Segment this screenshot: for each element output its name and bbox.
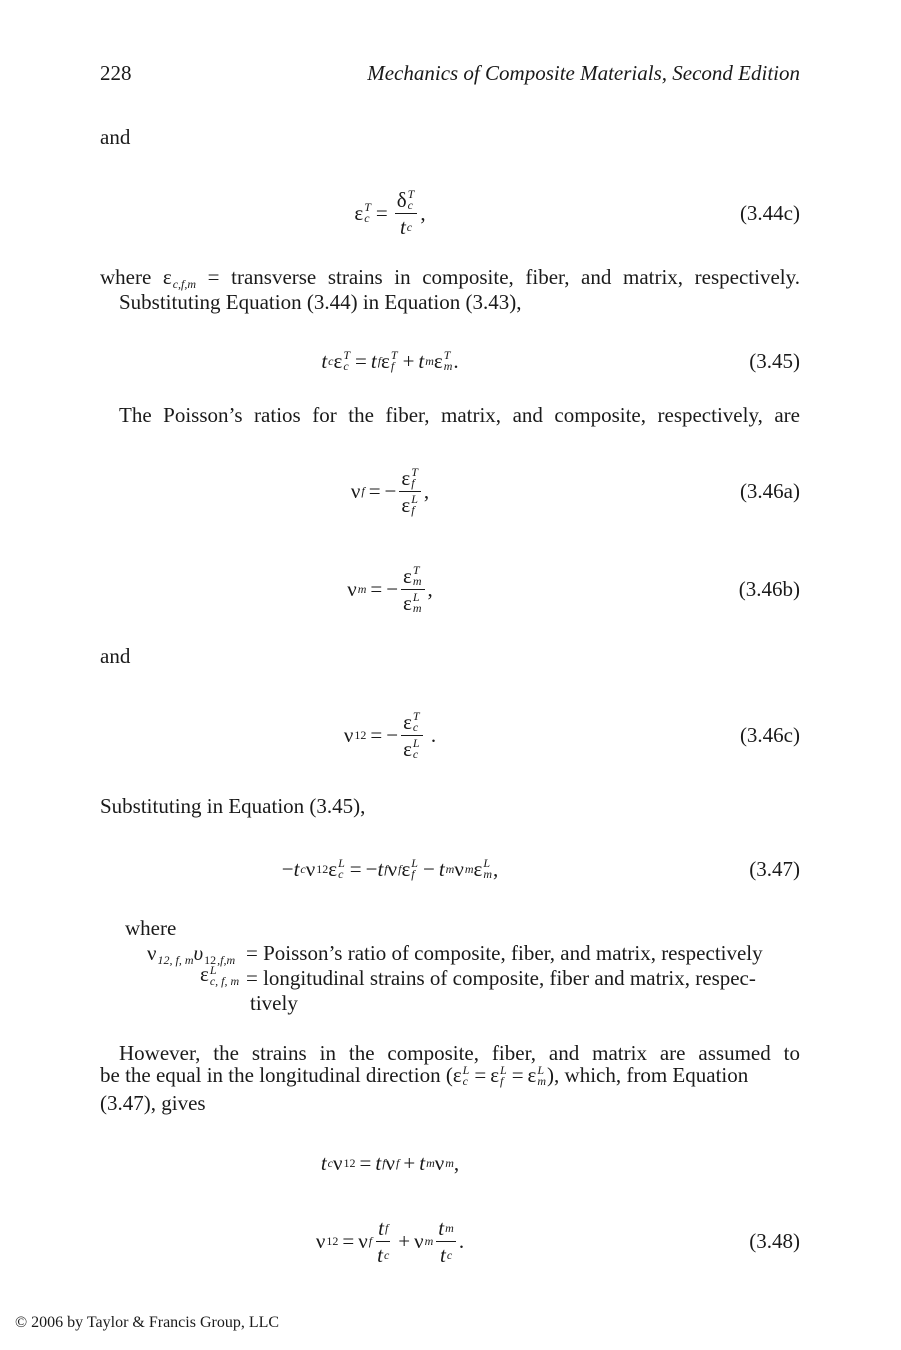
equation-number-3-44c: (3.44c) xyxy=(739,200,800,225)
equation-number-3-45: (3.45) xyxy=(749,348,800,373)
equation-3-45: t c ε T c = t f ε T f + t m ε T m . (3.45) xyxy=(100,326,800,396)
equation-number-3-46a: (3.46a) xyxy=(739,478,800,503)
definition-strain-text-line2: tively xyxy=(250,991,298,1015)
text-where-2: where xyxy=(125,916,177,940)
paragraph-however-line2: be the equal in the longitudinal direction ( ε L c = ε L f = ε L m ), which, from Equation xyxy=(100,1062,749,1088)
paragraph-substituting-2: Substituting in Equation (3.45), xyxy=(100,794,366,818)
definition-poisson-symbol: $\nu_{12, f, m}\upsilon 12_{,f,m}$ xyxy=(147,941,236,967)
running-title: Mechanics of Composite Materials, Second Edition xyxy=(367,61,800,85)
equation-3-46a: ν f = − ε T f ε L f , (3.46a) xyxy=(100,456,800,526)
equation-number-3-48: (3.48) xyxy=(749,1228,800,1253)
equation-number-3-47: (3.47) xyxy=(749,856,800,881)
paragraph-however-line1: However, the strains in the composite, fiber, and matrix are assumed to xyxy=(119,1041,800,1065)
definition-poisson-text: = Poisson’s ratio of composite, fiber, and matrix, respectively xyxy=(246,941,763,965)
equation-number-3-46c: (3.46c) xyxy=(739,722,800,747)
paragraph-poisson-intro: The Poisson’s ratios for the fiber, matrix, and composite, respectively, are xyxy=(119,403,800,427)
equation-3-46c: ν 12 = − ε T c ε L c . (3.46c) xyxy=(100,700,800,770)
paragraph-where-transverse: where $\varepsilon_{c,f,m}$ = transverse strains in composite, fiber, and matrix, respectively. xyxy=(100,265,800,291)
equation-3-48: ν 12 = ν f t f t c + ν m t m t c . (3.48) xyxy=(100,1206,800,1276)
equation-intermediate: t c ν 12 = t f ν f + t m ν m , xyxy=(320,1150,460,1175)
definition-strain-symbol: ε L c, f, m xyxy=(200,962,240,989)
copyright-footer: © 2006 by Taylor & Francis Group, LLC xyxy=(15,1314,280,1331)
paragraph-however-line3: (3.47), gives xyxy=(100,1091,206,1115)
page-number: 228 xyxy=(100,61,132,85)
text-and-2: and xyxy=(100,644,131,668)
equation-3-44c: ε T c = δ T c t c , (3.44c) xyxy=(100,178,800,248)
equation-3-47: − t c ν 12 ε L c = − t f ν f ε L f − t m ν m ε L m , (3.47) xyxy=(100,834,800,904)
equation-number-3-46b: (3.46b) xyxy=(738,576,800,601)
text-and-1: and xyxy=(100,125,131,149)
equation-3-46b: ν m = − ε T m ε L m , (3.46b) xyxy=(100,554,800,624)
definition-strain-text-line1: = longitudinal strains of composite, fiber and matrix, respec- xyxy=(246,966,756,990)
paragraph-substituting-1: Substituting Equation (3.44) in Equation (3.43), xyxy=(119,290,522,314)
